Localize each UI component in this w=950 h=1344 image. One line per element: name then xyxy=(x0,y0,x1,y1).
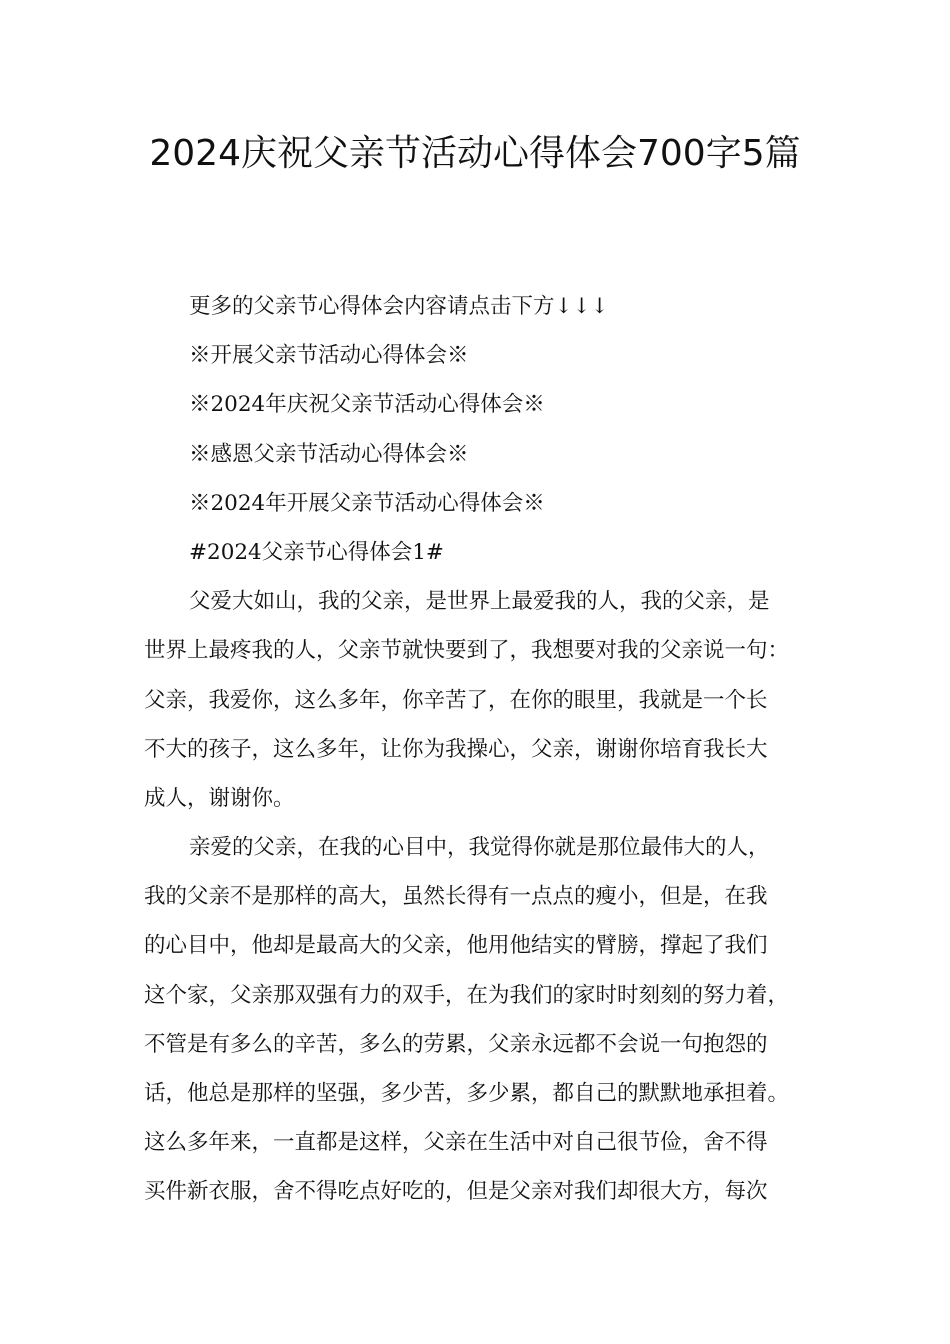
paragraph-line: 不管是有多么的辛苦，多么的劳累，父亲永远都不会说一句抱怨的 xyxy=(144,1031,768,1057)
paragraph-line: 成人，谢谢你。 xyxy=(144,785,295,811)
paragraph-line: 我的父亲不是那样的高大，虽然长得有一点点的瘦小，但是，在我 xyxy=(144,884,768,910)
paragraph-2 xyxy=(144,823,824,1217)
paragraph-line: 不大的孩子，这么多年，让你为我操心，父亲，谢谢你培育我长大 xyxy=(144,736,768,762)
paragraph-line: 父亲，我爱你，这么多年，你辛苦了，在你的眼里，我就是一个长 xyxy=(144,687,768,713)
paragraph-line: 这么多年来，一直都是这样，父亲在生活中对自己很节俭，舍不得 xyxy=(144,1130,768,1156)
paragraph-line: 买件新衣服，舍不得吃点好吃的，但是父亲对我们却很大方，每次 xyxy=(144,1179,768,1205)
paragraph-line: 亲爱的父亲，在我的心目中，我觉得你就是那位最伟大的人， xyxy=(189,835,770,861)
paragraph-1 xyxy=(144,577,824,823)
paragraph-line: 世界上最疼我的人，父亲节就快要到了，我想要对我的父亲说一句： xyxy=(144,638,790,664)
paragraph-line: 父爱大如山，我的父亲，是世界上最爱我的人，我的父亲，是 xyxy=(189,589,770,615)
paragraph-line: 的心目中，他却是最高大的父亲，他用他结实的臂膀，撑起了我们 xyxy=(144,933,768,959)
paragraph-line: 这个家，父亲那双强有力的双手，在为我们的家时时刻刻的努力着， xyxy=(144,982,790,1008)
intro-text: 更多的父亲节心得体会内容请点击下方↓↓↓ xyxy=(189,294,609,319)
section-heading: #2024父亲节心得体会1# xyxy=(189,539,444,565)
link-item[interactable]: ※2024年庆祝父亲节活动心得体会※ xyxy=(189,392,545,418)
link-item[interactable]: ※感恩父亲节活动心得体会※ xyxy=(189,441,469,467)
link-item[interactable]: ※开展父亲节活动心得体会※ xyxy=(189,343,469,369)
link-item[interactable]: ※2024年开展父亲节活动心得体会※ xyxy=(189,490,545,516)
document-title: 2024庆祝父亲节活动心得体会700字5篇 xyxy=(149,133,801,174)
document-body xyxy=(144,282,824,1217)
paragraph-line: 话，他总是那样的坚强，多少苦，多少累，都自己的默默地承担着。 xyxy=(144,1081,790,1106)
